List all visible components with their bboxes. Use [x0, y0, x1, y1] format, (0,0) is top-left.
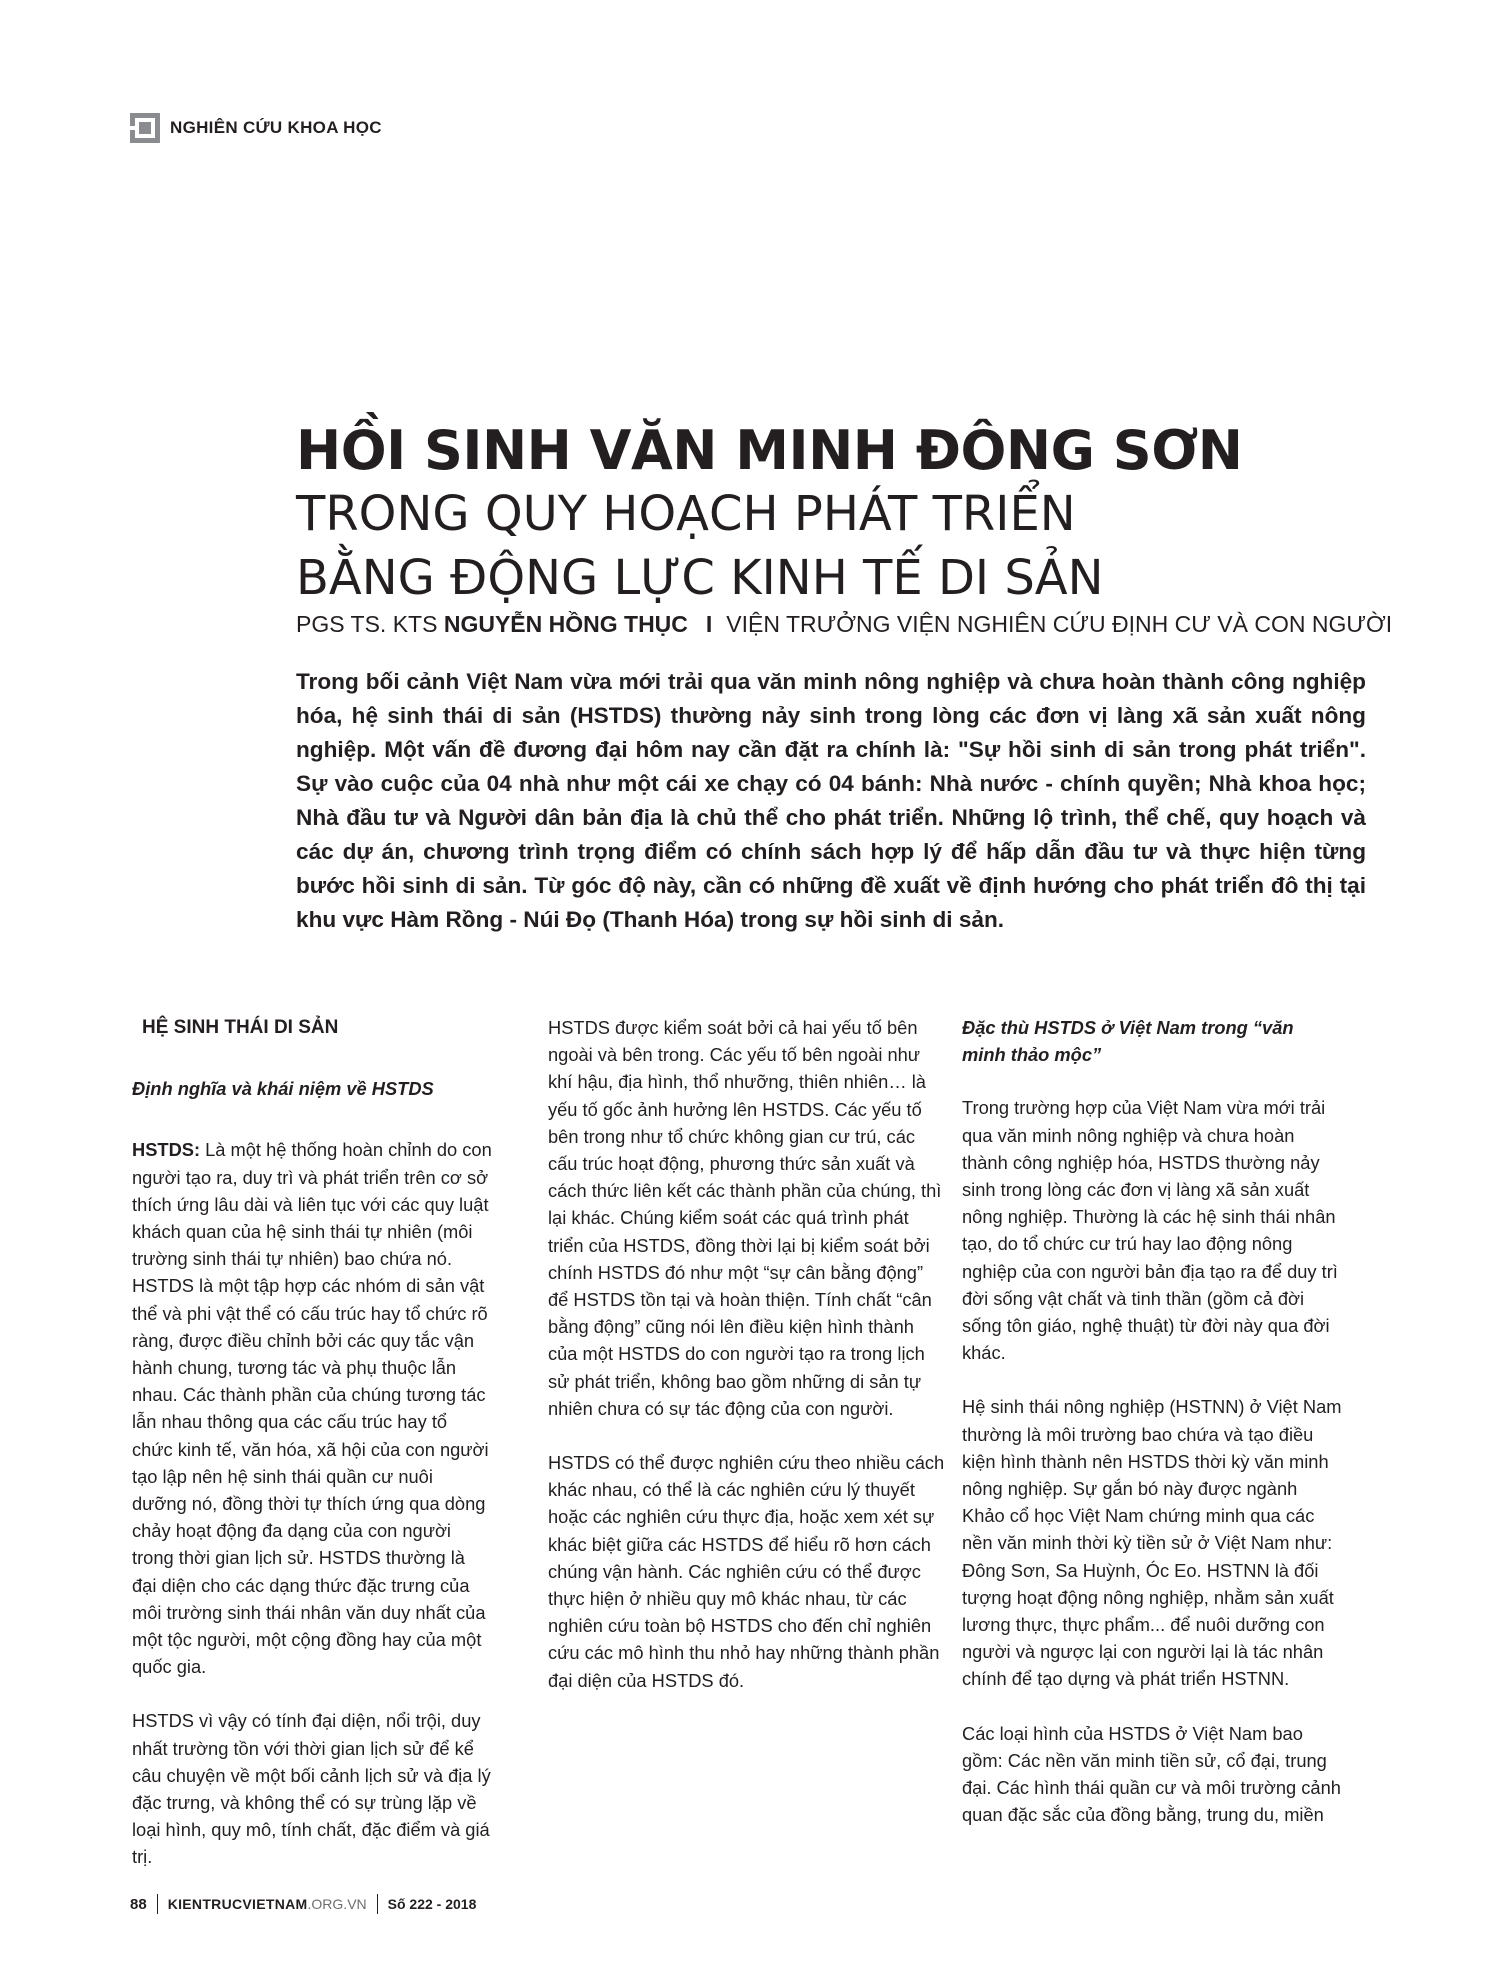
- abstract: Trong bối cảnh Việt Nam vừa mới trải qua văn minh nông nghiệp và chưa hoàn thành công nghiệp hóa, hệ sinh thái di sản (HSTDS) thường nảy sinh trong lòng các đơn vị làng xã sản xuất nông nghiệp. Một vấn đề đương đại hôm nay cần đặt ra chính là: "Sự hồi sinh di sản trong phát triển". Sự vào cuộc của 04 nhà như một cái xe chạy có 04 bánh: Nhà nước - chính quyền; Nhà khoa học; Nhà đầu tư và Người dân bản địa là chủ thể cho phát triển. Những lộ trình, thể chế, quy hoạch và các dự án, chương trình trọng điểm có chính sách hợp lý để hấp dẫn đầu tư và thực hiện từng bước hồi sinh di sản. Từ góc độ này, cần có những đề xuất về định hướng cho phát triển đô thị tại khu vực Hàm Rồng - Núi Đọ (Thanh Hóa) trong sự hồi sinh di sản.: [296, 669, 1366, 932]
- article-title: [296, 420, 1396, 610]
- section-label: NGHIÊN CỨU KHOA HỌC: [170, 118, 382, 137]
- paragraph-lead: HSTDS:: [132, 1139, 201, 1161]
- page-number: 88: [130, 1895, 147, 1913]
- footer-divider: [157, 1894, 158, 1914]
- subheading-definition: Định nghĩa và khái niệm về HSTDS: [132, 1078, 434, 1100]
- issue-number: Số 222 - 2018: [387, 1896, 477, 1912]
- author-affiliation: VIỆN TRƯỞNG VIỆN NGHIÊN CỨU ĐỊNH CƯ VÀ CON NGƯỜI: [726, 611, 1393, 637]
- subheading-vietnam: Đặc thù HSTDS ở Việt Nam trong “văn minh thảo mộc”: [962, 1017, 1294, 1066]
- column-3: [962, 1014, 1342, 1828]
- author-name: NGUYỄN HỒNG THỤC: [443, 611, 688, 637]
- author-byline: [296, 609, 1392, 639]
- page-footer: [130, 1891, 476, 1917]
- title-main: HỒI SINH VĂN MINH ĐÔNG SƠN: [296, 419, 1243, 482]
- paragraph: Hệ sinh thái nông nghiệp (HSTNN) ở Việt Nam thường là môi trường bao chứa và tạo điều kiện hình thành nên HSTDS thời kỳ văn minh nông nghiệp. Sự gắn bó này được ngành Khảo cổ học Việt Nam chứng minh qua các nền văn minh thời kỳ tiền sử ở Việt Nam như: Đông Sơn, Sa Huỳnh, Óc Eo. HSTNN là đối tượng hoạt động nông nghiệp, nhằm sản xuất lương thực, thực phẩm... để nuôi dưỡng con người và ngược lại con người lại là tác nhân chính để tạo dựng và phát triển HSTNN.: [962, 1396, 1342, 1690]
- magazine-name: KIENTRUCVIETNAM: [167, 1896, 308, 1912]
- magazine-logo-icon: [130, 113, 160, 143]
- footer-divider: [377, 1894, 378, 1914]
- paragraph: Trong trường hợp của Việt Nam vừa mới trải qua văn minh nông nghiệp và chưa hoàn thành công nghiệp hóa, HSTDS thường nảy sinh trong lòng các đơn vị làng xã sản xuất nông nghiệp. Thường là các hệ sinh thái nhân tạo, do tổ chức cư trú hay lao động nông nghiệp của con người bản địa tạo ra để duy trì đời sống vật chất và tinh thần (gồm cả đời sống tôn giáo, nghệ thuật) từ đời này qua đời khác.: [962, 1097, 1338, 1364]
- byline-separator: I: [705, 611, 713, 637]
- author-prefix: PGS TS. KTS: [296, 611, 438, 637]
- paragraph: HSTDS có thể được nghiên cứu theo nhiều cách khác nhau, có thể là các nghiên cứu lý thuyết hoặc các nghiên cứu thực địa, hoặc xem xét sự khác biệt giữa các HSTDS để hiểu rõ hơn cách chúng vận hành. Các nghiên cứu có thể được thực hiện ở nhiều quy mô khác nhau, từ các nghiên cứu toàn bộ HSTDS cho đến chỉ nghiên cứu các mô hình thu nhỏ hay những thành phần đại diện của HSTDS đó.: [548, 1452, 945, 1691]
- section-heading: HỆ SINH THÁI DI SẢN: [142, 1017, 339, 1038]
- paragraph: Các loại hình của HSTDS ở Việt Nam bao gồm: Các nền văn minh tiền sử, cổ đại, trung đại. Các hình thái quần cư và môi trường cảnh quan đặc sắc của đồng bằng, trung du, miền: [962, 1722, 1341, 1826]
- title-line-2: TRONG QUY HOẠCH PHÁT TRIỂN: [296, 486, 1076, 542]
- paragraph: HSTDS được kiểm soát bởi cả hai yếu tố bên ngoài và bên trong. Các yếu tố bên ngoài như khí hậu, địa hình, thổ nhưỡng, thiên nhiên… là yếu tố gốc ảnh hưởng lên HSTDS. Các yếu tố bên trong như tổ chức không gian cư trú, các cấu trúc hoạt động, phương thức sản xuất và cách thức liên kết các thành phần của chúng, thì lại khác. Chúng kiểm soát các quá trình phát triển của HSTDS, đồng thời lại bị kiểm soát bởi chính HSTDS đó như một “sự cân bằng động” để HSTDS tồn tại và hoàn thiện. Tính chất “cân bằng động” cũng nói lên điều kiện hình thành của một HSTDS do con người tạo ra trong lịch sử phát triển, không bao gồm những di sản tự nhiên chưa có sự tác động của con người.: [548, 1017, 942, 1419]
- paragraph: HSTDS vì vậy có tính đại diện, nổi trội, duy nhất trường tồn với thời gian lịch sử để kể câu chuyện về một bối cảnh lịch sử và địa lý đặc trưng, và không thể có sự trùng lặp về loại hình, quy mô, tính chất, đặc điểm và giá trị.: [132, 1710, 491, 1868]
- column-1: [132, 1014, 492, 1871]
- paragraph-text: Là một hệ thống hoàn chỉnh do con người tạo ra, duy trì và phát triển trên cơ sở thích ứng lâu dài và liên tục với các quy luật khách quan của hệ sinh thái tự nhiên (môi trường sinh thái tự nhiên) bao chứa nó. HSTDS là một tập hợp các nhóm di sản vật thể và phi vật thể có cấu trúc hay tổ chức rõ ràng, được điều chỉnh bởi các quy tắc vận hành chung, tương tác và phụ thuộc lẫn nhau. Các thành phần của chúng tương tác lẫn nhau thông qua các cấu trúc hay tổ chức kinh tế, văn hóa, xã hội của con người tạo lập nên hệ sinh thái quần cư nuôi dưỡng nó, đồng thời tự thích ứng qua dòng chảy hoạt động đa dạng của con người trong thời gian lịch sử. HSTDS thường là đại diện cho các dạng thức đặc trưng của môi trường sinh thái nhân văn duy nhất của một tộc người, một cộng đồng hay của một quốc gia.: [132, 1139, 492, 1678]
- section-header: [130, 112, 382, 144]
- paragraph: [132, 1136, 492, 1680]
- column-2: [548, 1014, 948, 1694]
- title-line-3: BẰNG ĐỘNG LỰC KINH TẾ DI SẢN: [296, 550, 1104, 606]
- magazine-domain: .ORG.VN: [307, 1896, 367, 1912]
